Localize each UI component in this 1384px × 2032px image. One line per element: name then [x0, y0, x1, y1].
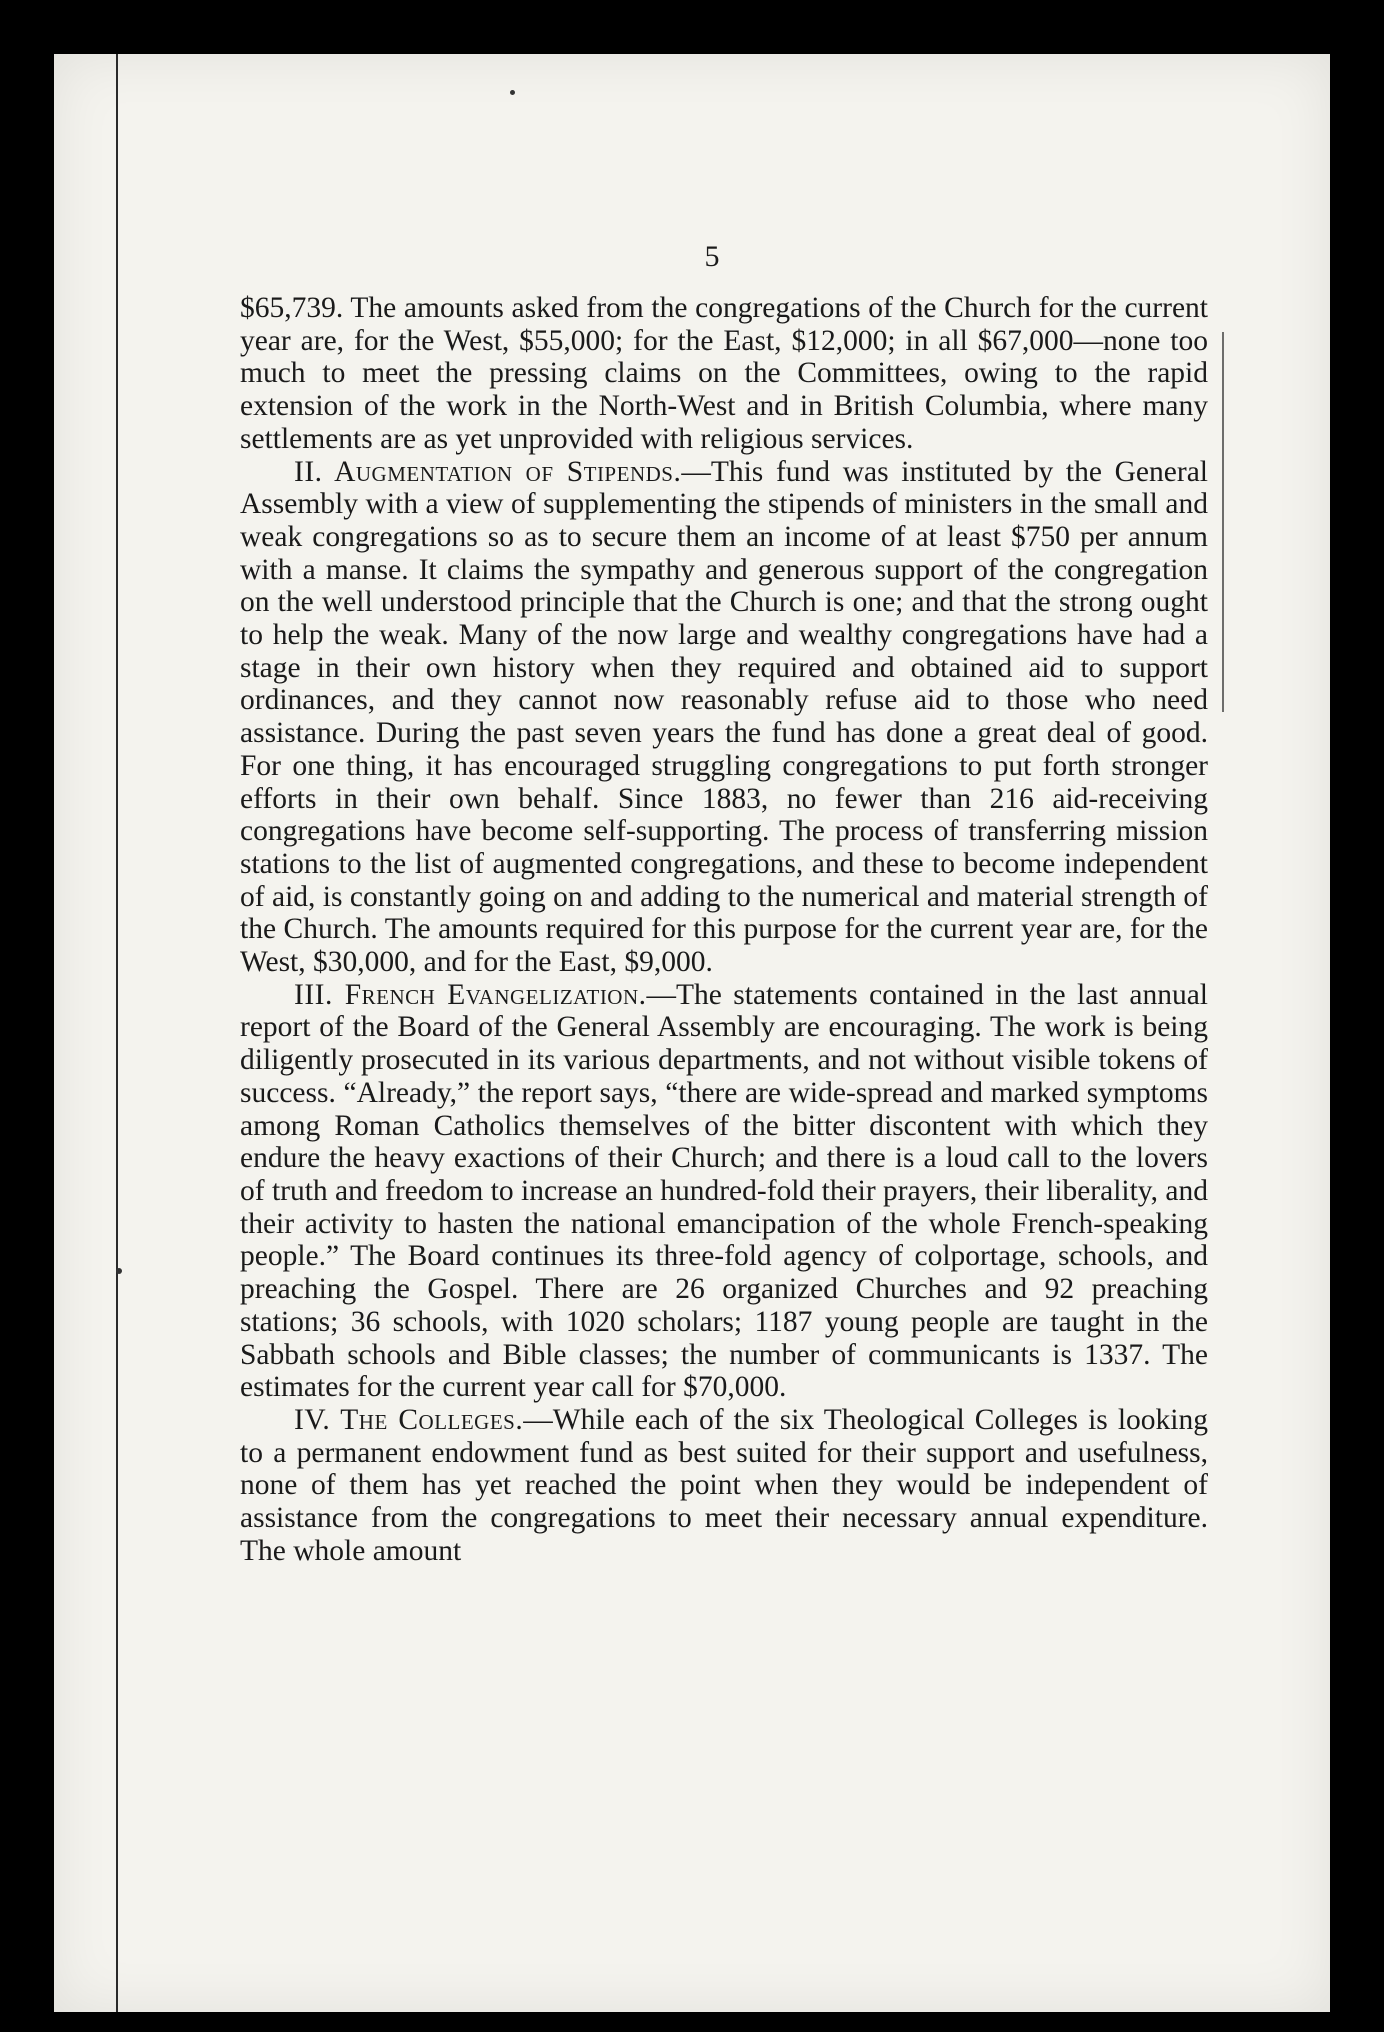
ink-speck: [510, 90, 515, 95]
margin-pencil-mark: [1222, 332, 1238, 712]
paragraph-continuation: $65,739. The amounts asked from the congregations of the Church for the current year are, for the West, $55,000; for the East, $12,000; in all $67,000—none too much to meet the pressing claims on the Committees, owing to the rapid extension of the work in the North-West and in British Columbia, where many settlements are as yet unprovided with religious services.: [240, 292, 1208, 455]
paragraph-french-evangelization: [240, 979, 1208, 1404]
page-number: 5: [704, 240, 720, 273]
paragraph-colleges: [240, 1404, 1208, 1568]
paragraph-augmentation: [240, 456, 1208, 979]
paragraph-text: —The statements contained in the last annual report of the Board of the General Assembly are encouraging. The work is being diligently prosecuted in its various departments, and not without visible tokens of success. “Already,” the report says, “there are wide-spread and marked symptoms among Roman Catholics themselves of the bitter discontent with which they endure the heavy exactions of their Church; and there is a loud call to the lovers of truth and freedom to increase an hundred-fold their prayers, their liberality, and their activity to hasten the national emancipation of the whole French-speaking people.” The Board continues its three-fold agency of colportage, schools, and preaching the Gospel. There are 26 organized Churches and 92 preaching stations; 36 schools, with 1020 scholars; 1187 young people are taught in the Sabbath schools and Bible classes; the number of communicants is 1337. The estimates for the current year call for $70,000.: [240, 978, 1208, 1404]
book-page: [54, 54, 1330, 2012]
paragraph-text: —This fund was instituted by the General Assembly with a view of supplementing the stipends of ministers in the small and weak congregations so as to secure them an income of at least $750 per annum with a manse. It claims the sympathy and generous support of the congregation on the well understood principle that the Church is one; and that the strong ought to help the weak. Many of the now large and wealthy congregations have had a stage in their own history when they required and obtained aid to support ordinances, and they cannot now reasonably refuse aid to those who need assistance. During the past seven years the fund has done a great deal of good. For one thing, it has encouraged struggling congregations to put forth stronger efforts in their own behalf. Since 1883, no fewer than 216 aid-receiving congregations have become self-supporting. The process of transferring mission stations to the list of augmented congregations, and these to become independent of aid, is constantly going on and adding to the numerical and material strength of the Church. The amounts required for this purpose for the current year are, for the West, $30,000, and for the East, $9,000.: [240, 455, 1208, 979]
page-body: [240, 292, 1208, 1567]
section-heading: IV. The Colleges.: [294, 1403, 524, 1436]
section-heading: II. Augmentation of Stipends.: [294, 455, 682, 488]
ink-speck: [116, 1268, 122, 1274]
page-edge-line: [116, 54, 118, 2012]
section-heading: III. French Evangelization.: [294, 978, 647, 1011]
paragraph-text: —While each of the six Theological Colleges is looking to a permanent endowment fund as best suited for their support and usefulness, none of them has yet reached the point when they would be independent of assistance from the congregations to meet their necessary annual expenditure. The whole amount: [240, 1403, 1208, 1567]
